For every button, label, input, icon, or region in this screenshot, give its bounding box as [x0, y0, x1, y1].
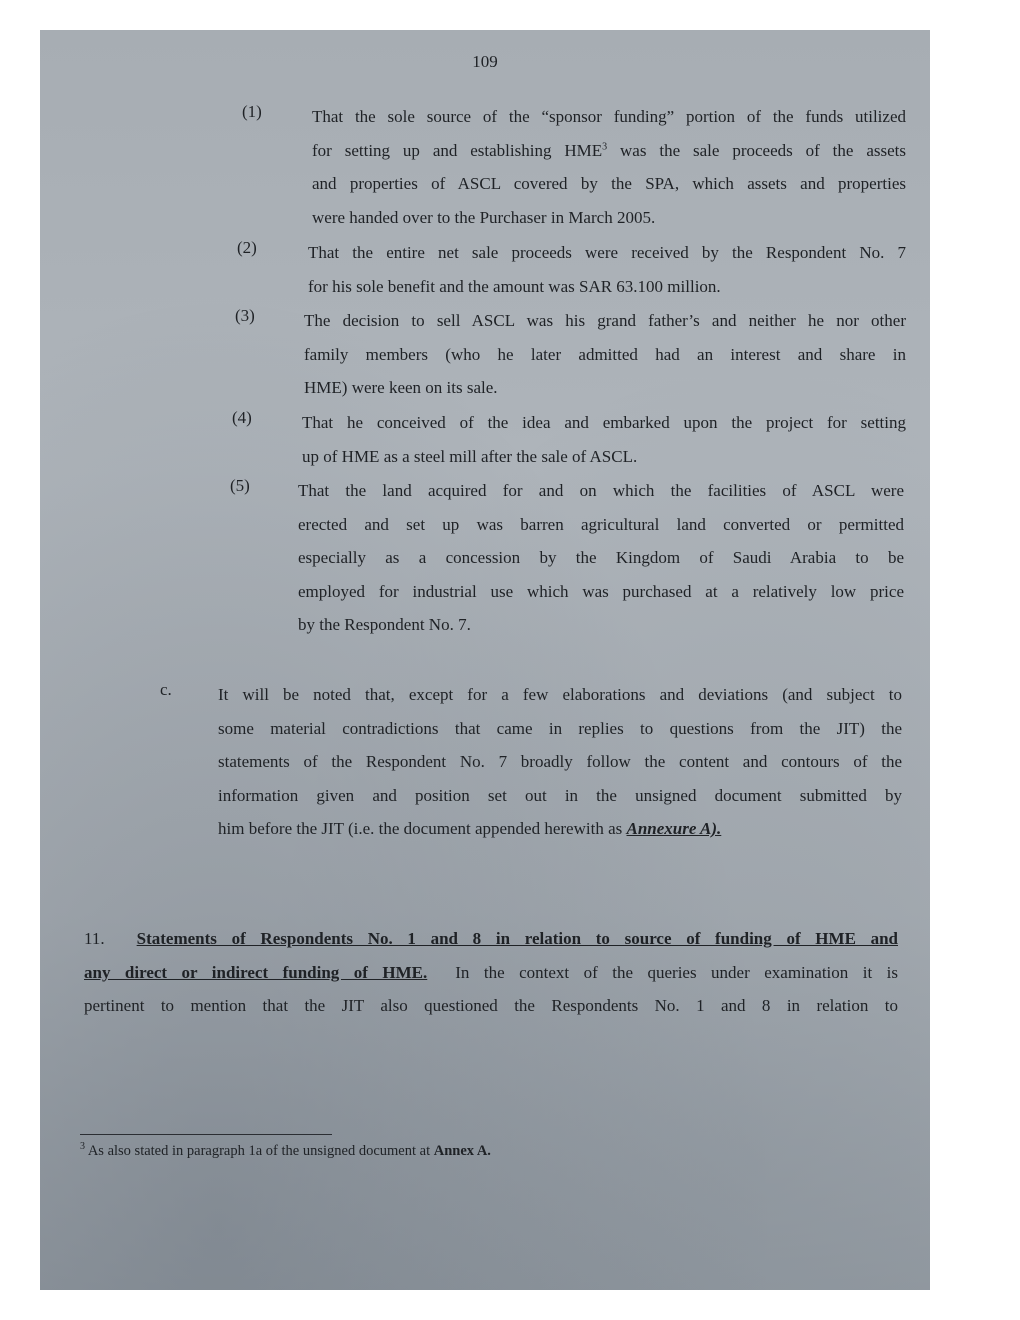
item-5-line-5: by the Respondent No. 7.	[298, 615, 471, 634]
section-11-number: 11.	[84, 929, 105, 948]
item-2-text	[308, 236, 906, 303]
annexure-reference: Annexure A).	[626, 819, 722, 838]
item-marker-1: (1)	[242, 102, 262, 121]
item-3-text	[304, 304, 906, 405]
item-4-line-2: up of HME as a steel mill after the sale of ASCL.	[302, 446, 638, 466]
item-1-line-1: That the sole source of the “sponsor funding” portion of the funds utilized	[312, 107, 906, 126]
footnote-ref: 3	[602, 140, 608, 152]
item-3-line-2: family members (who he later admitted had an interest and share in	[304, 344, 906, 364]
item-marker-2: (2)	[237, 238, 257, 257]
footnote	[80, 1143, 491, 1160]
section-11-line-3: pertinent to mention that the JIT also questioned the Respondents No. 1 and 8 in relation to	[84, 996, 898, 1015]
para-c-text	[218, 678, 902, 846]
item-5-text	[298, 474, 904, 642]
section-11	[84, 922, 898, 1023]
footnote-text: As also stated in paragraph 1a of the unsigned document at	[87, 1143, 434, 1159]
section-11-heading-2: any direct or indirect funding of HME.	[84, 962, 428, 982]
item-1-line-2-b: was the sale proceeds of the assets	[607, 140, 906, 160]
section-11-line-1	[84, 922, 898, 956]
item-2-line-1: That the entire net sale proceeds were received by the Respondent No. 7	[308, 243, 906, 262]
document-page	[40, 30, 930, 1290]
para-c-line-5	[218, 812, 902, 846]
item-1-line-2-a: for setting up and establishing HME	[312, 140, 603, 160]
section-11-line-2	[84, 956, 898, 990]
item-marker-5: (5)	[230, 476, 250, 495]
item-5-line-2: erected and set up was barren agricultural land converted or permitted	[298, 514, 904, 534]
para-c-line-1: It will be noted that, except for a few elaborations and deviations (and subject to	[218, 685, 902, 704]
footnote-divider	[80, 1134, 332, 1135]
section-11-heading-1: Statements of Respondents No. 1 and 8 in relation to source of funding of HME and	[136, 929, 898, 948]
item-5-line-1: That the land acquired for and on which the facilities of ASCL were	[298, 481, 904, 500]
para-c-marker: c.	[160, 680, 172, 699]
item-4-line-1: That he conceived of the idea and embarked upon the project for setting	[302, 413, 906, 432]
para-c-line-5-text: him before the JIT (i.e. the document appended herewith as	[218, 819, 627, 838]
item-1-text	[312, 100, 906, 234]
footnote-annex: Annex A.	[433, 1143, 491, 1159]
para-c-line-4: information given and position set out in the unsigned document submitted by	[218, 785, 902, 805]
para-c-line-2: some material contradictions that came in replies to questions from the JIT) the	[218, 718, 902, 738]
section-11-line-2-rest: In the context of the queries under examination it is	[455, 962, 898, 982]
item-4-text	[302, 406, 906, 473]
item-marker-4: (4)	[232, 408, 252, 427]
item-marker-3: (3)	[235, 306, 255, 325]
item-5-line-4: employed for industrial use which was purchased at a relatively low price	[298, 581, 904, 601]
item-5-line-3: especially as a concession by the Kingdom of Saudi Arabia to be	[298, 548, 904, 567]
item-1-line-2	[312, 134, 906, 168]
footnote-marker: 3	[80, 1141, 85, 1153]
item-3-line-3: HME) were keen on its sale.	[304, 378, 498, 397]
para-c-line-3: statements of the Respondent No. 7 broadly follow the content and contours of the	[218, 752, 902, 771]
item-1-line-3: and properties of ASCL covered by the SPA, which assets and properties	[312, 174, 906, 193]
item-1-line-4: were handed over to the Purchaser in March 2005.	[312, 207, 656, 227]
page-number: 109	[472, 52, 498, 71]
item-3-line-1: The decision to sell ASCL was his grand father’s and neither he nor other	[304, 311, 906, 330]
item-2-line-2: for his sole benefit and the amount was SAR 63.100 million.	[308, 276, 721, 296]
